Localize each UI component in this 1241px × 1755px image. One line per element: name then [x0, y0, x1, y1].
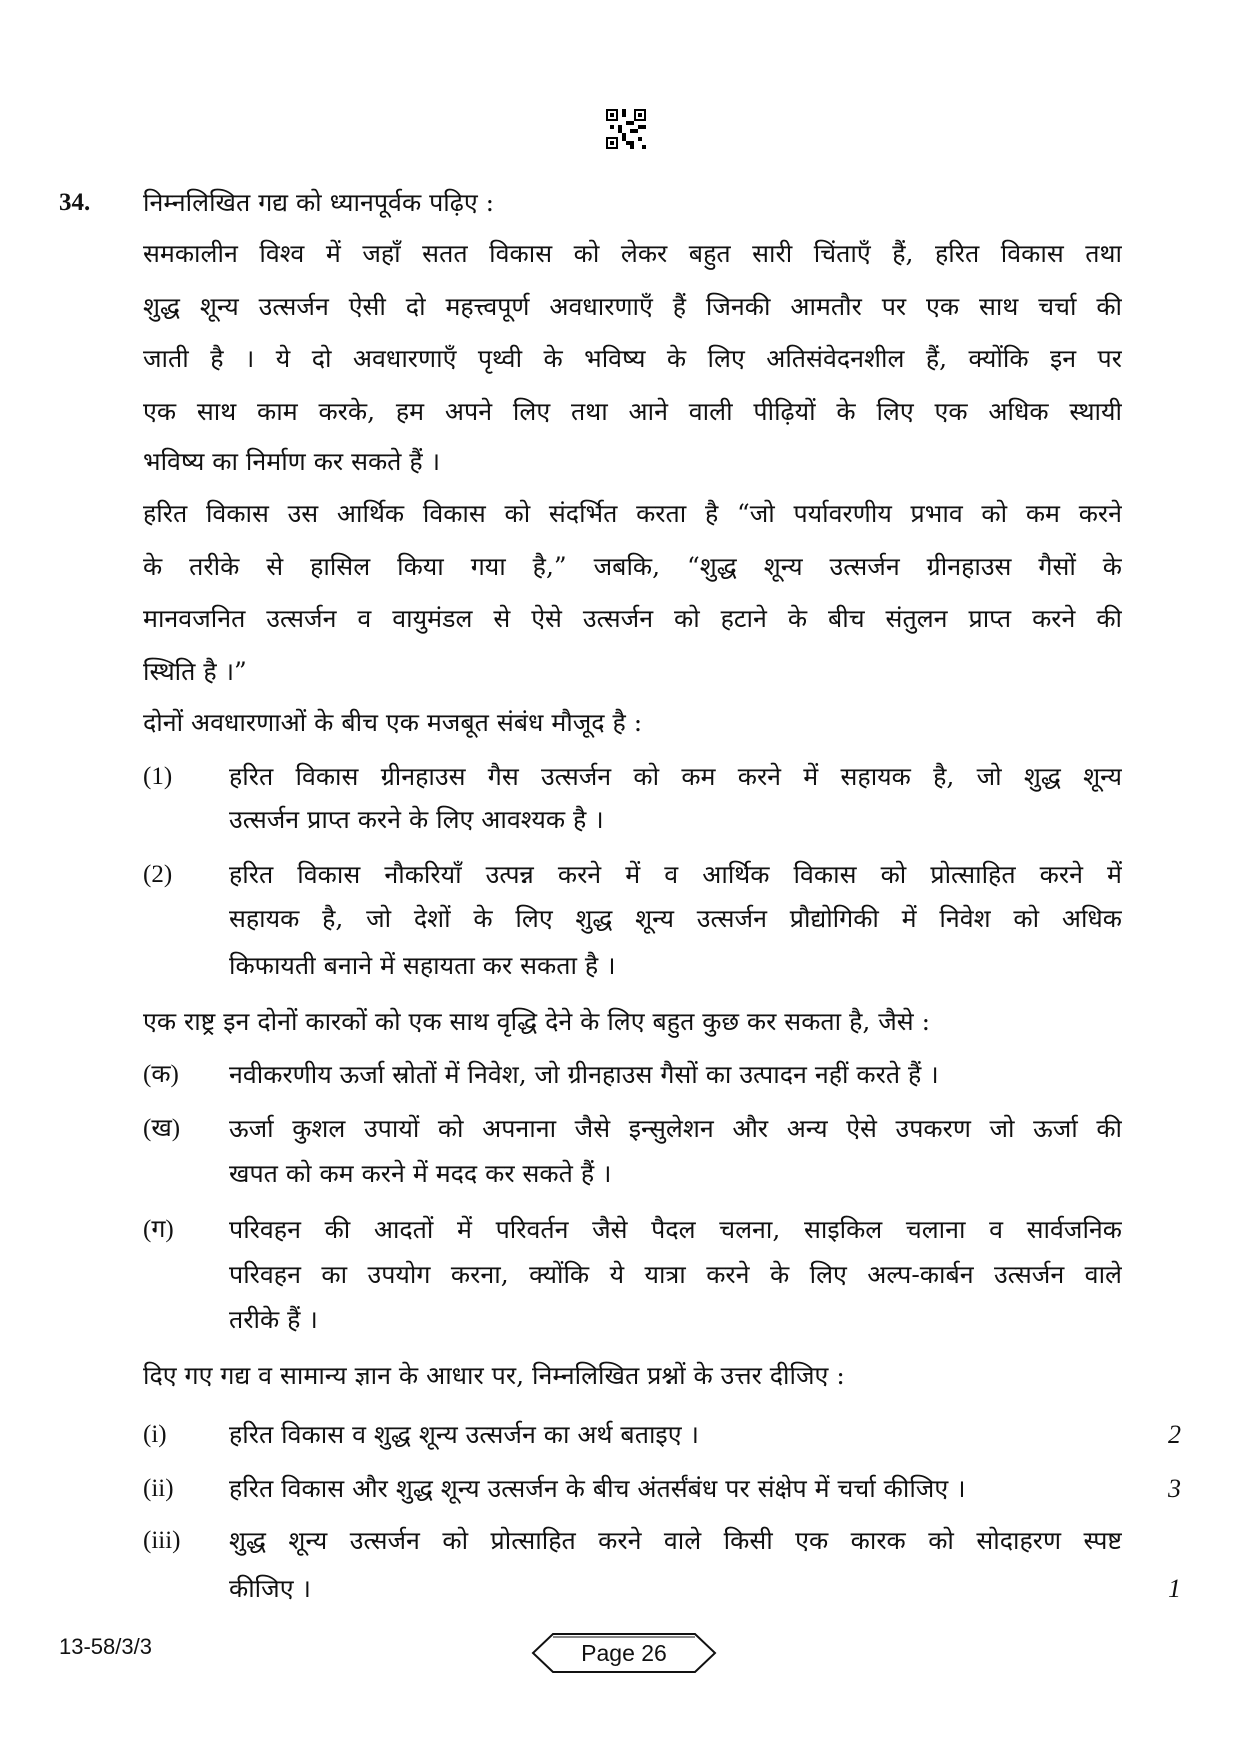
sub-question-text: हरित विकास और शुद्ध शून्य उत्सर्जन के बीच अंतर्संबंध पर संक्षेप में चर्चा कीजिए । [229, 1474, 966, 1503]
passage-line: के तरीके से हासिल किया गया है,” जबकि, “शुद्ध शून्य उत्सर्जन ग्रीनहाउस गैसों के [143, 552, 1122, 581]
list-item-line: हरित विकास ग्रीनहाउस गैस उत्सर्जन को कम करने में सहायक है, जो शुद्ध शून्य [229, 762, 1122, 791]
list-label: (2) [143, 861, 173, 888]
list-item-line: नवीकरणीय ऊर्जा स्रोतों में निवेश, जो ग्रीनहाउस गैसों का उत्पादन नहीं करते हैं । [229, 1060, 939, 1089]
page-number: Page 26 [581, 1640, 667, 1666]
question-number: 34. [59, 189, 91, 216]
list-item-line: हरित विकास नौकरियाँ उत्पन्न करने में व आर्थिक विकास को प्रोत्साहित करने में [229, 860, 1122, 889]
list-label: (क) [143, 1061, 179, 1088]
marks: 2 [1168, 1420, 1181, 1449]
nation-intro: एक राष्ट्र इन दोनों कारकों को एक साथ वृद्धि देने के लिए बहुत कुछ कर सकता है, जैसे : [143, 1007, 931, 1036]
passage-line: स्थिति है ।” [143, 657, 247, 686]
paper-code: 13-58/3/3 [59, 1634, 152, 1659]
questions-intro: दिए गए गद्य व सामान्य ज्ञान के आधार पर, निम्नलिखित प्रश्नों के उत्तर दीजिए : [143, 1361, 845, 1390]
sub-question-label: (i) [143, 1421, 167, 1448]
passage-line: भविष्य का निर्माण कर सकते हैं । [143, 447, 441, 476]
list-item-line: सहायक है, जो देशों के लिए शुद्ध शून्य उत्सर्जन प्रौद्योगिकी में निवेश को अधिक [229, 904, 1122, 933]
list-item-line: खपत को कम करने में मदद कर सकते हैं । [229, 1159, 612, 1188]
sub-question-text: शुद्ध शून्य उत्सर्जन को प्रोत्साहित करने वाले किसी एक कारक को सोदाहरण स्पष्ट [229, 1526, 1122, 1555]
page-number-badge [531, 1632, 717, 1674]
passage-line: समकालीन विश्व में जहाँ सतत विकास को लेकर बहुत सारी चिंताएँ हैं, हरित विकास तथा [143, 239, 1122, 268]
list-item-line: किफायती बनाने में सहायता कर सकता है । [229, 951, 616, 980]
list-label: (ख) [143, 1115, 181, 1142]
sub-question-text: हरित विकास व शुद्ध शून्य उत्सर्जन का अर्थ बताइए । [229, 1420, 699, 1449]
sub-question-label: (ii) [143, 1475, 174, 1502]
list-label: (ग) [143, 1216, 174, 1243]
list-item-line: परिवहन का उपयोग करना, क्योंकि ये यात्रा करने के लिए अल्प-कार्बन उत्सर्जन वाले [229, 1260, 1122, 1289]
list-item-line: ऊर्जा कुशल उपायों को अपनाना जैसे इन्सुलेशन और अन्य ऐसे उपकरण जो ऊर्जा की [229, 1114, 1122, 1143]
list-label: (1) [143, 763, 173, 790]
list-item-line: उत्सर्जन प्राप्त करने के लिए आवश्यक है । [229, 805, 604, 834]
list-item-line: तरीके हैं । [229, 1305, 318, 1334]
passage-line: मानवजनित उत्सर्जन व वायुमंडल से ऐसे उत्सर्जन को हटाने के बीच संतुलन प्राप्त करने की [143, 604, 1122, 633]
relation-intro: दोनों अवधारणाओं के बीच एक मजबूत संबंध मौजूद है : [143, 708, 643, 737]
passage-line: जाती है । ये दो अवधारणाएँ पृथ्वी के भविष्य के लिए अतिसंवेदनशील हैं, क्योंकि इन पर [143, 344, 1122, 373]
passage-line: एक साथ काम करके, हम अपने लिए तथा आने वाली पीढ़ियों के लिए एक अधिक स्थायी [143, 397, 1122, 426]
qr-code [606, 109, 646, 149]
intro-text: निम्नलिखित गद्य को ध्यानपूर्वक पढ़िए : [143, 188, 495, 217]
marks: 3 [1168, 1474, 1181, 1503]
marks: 1 [1168, 1574, 1181, 1603]
list-item-line: परिवहन की आदतों में परिवर्तन जैसे पैदल चलना, साइकिल चलाना व सार्वजनिक [229, 1215, 1122, 1244]
passage-line: शुद्ध शून्य उत्सर्जन ऐसी दो महत्त्वपूर्ण अवधारणाएँ हैं जिनकी आमतौर पर एक साथ चर्चा की [143, 292, 1122, 321]
sub-question-text: कीजिए । [229, 1574, 311, 1603]
sub-question-label: (iii) [143, 1527, 181, 1554]
passage-line: हरित विकास उस आर्थिक विकास को संदर्भित करता है “जो पर्यावरणीय प्रभाव को कम करने [143, 499, 1122, 528]
